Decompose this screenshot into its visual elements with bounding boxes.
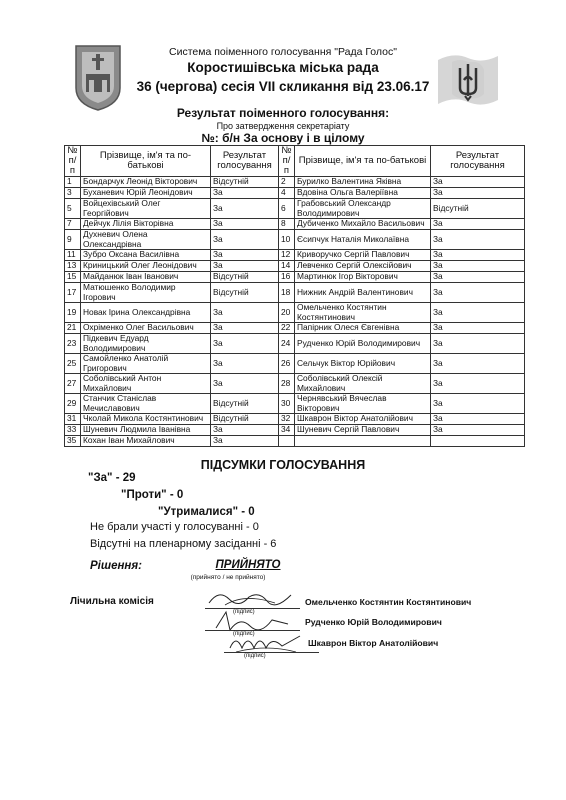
summary-abstained: "Утрималися" - 0: [158, 506, 255, 518]
cell-result: За: [211, 188, 279, 199]
col-header-num: № п/п: [279, 146, 295, 177]
session-title: 36 (чергова) сесія VII скликання від 23.06.17: [136, 79, 430, 94]
cell-num: 2: [279, 177, 295, 188]
cell-name: Вдовіна Ольга Валеріївна: [295, 188, 431, 199]
cell-result: За: [211, 199, 279, 219]
cell-num: 18: [279, 283, 295, 303]
cell-result: За: [431, 230, 525, 250]
col-header-num: № п/п: [65, 146, 81, 177]
signature-hint-3: (підпис): [244, 653, 266, 659]
cell-name: Соболівський Олексій Михайлович: [295, 374, 431, 394]
table-row: [65, 219, 525, 230]
cell-num: 27: [65, 374, 81, 394]
table-row: [65, 261, 525, 272]
cell-result: За: [431, 394, 525, 414]
cell-name: Криворучко Сергій Павлович: [295, 250, 431, 261]
cell-num: 26: [279, 354, 295, 374]
cell-result: Відсутній: [211, 394, 279, 414]
cell-result: За: [431, 188, 525, 199]
cell-result: За: [211, 374, 279, 394]
cell-name: Соболівський Антон Михайлович: [81, 374, 211, 394]
cell-name: Шуневич Сергій Павлович: [295, 425, 431, 436]
summary-not-participated: Не брали участі у голосуванні - 0: [90, 521, 259, 533]
cell-result: За: [211, 250, 279, 261]
cell-num: [279, 436, 295, 447]
cell-num: 6: [279, 199, 295, 219]
cell-result: Відсутній: [211, 414, 279, 425]
cell-result: За: [431, 303, 525, 323]
cell-num: 8: [279, 219, 295, 230]
cell-num: 20: [279, 303, 295, 323]
cell-name: Криницький Олег Леонідович: [81, 261, 211, 272]
system-name: Система поіменного голосування "Рада Голос": [169, 46, 397, 58]
table-row: [65, 354, 525, 374]
cell-result: За: [211, 354, 279, 374]
cell-result: За: [431, 414, 525, 425]
decision-value: ПРИЙНЯТО: [215, 559, 281, 571]
vote-subject: Про затвердження секретаріату: [216, 121, 350, 131]
cell-num: 7: [65, 219, 81, 230]
cell-result: За: [211, 230, 279, 250]
table-row: [65, 334, 525, 354]
cell-result: За: [211, 219, 279, 230]
decision-label: Рішення:: [90, 560, 142, 572]
commission-label: Лічильна комісія: [70, 596, 154, 607]
result-title: Результат поіменного голосування:: [176, 106, 390, 120]
cell-num: 31: [65, 414, 81, 425]
cell-name: Омельченко Костянтин Костянтинович: [295, 303, 431, 323]
cell-result: За: [431, 261, 525, 272]
cell-num: 19: [65, 303, 81, 323]
table-row: [65, 414, 525, 425]
cell-num: 14: [279, 261, 295, 272]
cell-name: Дубиченко Михайло Васильович: [295, 219, 431, 230]
cell-name: Мартинюк Ігор Вікторович: [295, 272, 431, 283]
cell-name: Грабовський Олександр Володимирович: [295, 199, 431, 219]
col-header-name: Прізвище, ім'я та по-батькові: [81, 146, 211, 177]
cell-num: 13: [65, 261, 81, 272]
cell-result: За: [431, 250, 525, 261]
cell-num: 4: [279, 188, 295, 199]
cell-result: [431, 436, 525, 447]
cell-num: 30: [279, 394, 295, 414]
council-name: Коростишівська міська рада: [187, 60, 379, 75]
cell-num: 35: [65, 436, 81, 447]
decision-hint: (прийнято / не прийнято): [190, 574, 266, 581]
cell-num: 34: [279, 425, 295, 436]
cell-name: Бурилко Валентина Яківна: [295, 177, 431, 188]
handwritten-signature-3: [226, 630, 306, 658]
cell-name: Підкевич Едуард Володимирович: [81, 334, 211, 354]
table-row: [65, 394, 525, 414]
cell-name: Папірник Олеся Євгенівна: [295, 323, 431, 334]
commission-member-3: Шкаврон Віктор Анатолійович: [308, 638, 439, 648]
cell-name: Духневич Олена Олександрівна: [81, 230, 211, 250]
table-row: [65, 230, 525, 250]
table-row: [65, 436, 525, 447]
cell-name: Рудченко Юрій Володимирович: [295, 334, 431, 354]
cell-name: Чернявський Вячеслав Вікторович: [295, 394, 431, 414]
cell-num: 16: [279, 272, 295, 283]
cell-name: Охріменко Олег Васильович: [81, 323, 211, 334]
table-row: [65, 374, 525, 394]
cell-num: 10: [279, 230, 295, 250]
cell-result: За: [431, 323, 525, 334]
table-row: [65, 303, 525, 323]
cell-name: [295, 436, 431, 447]
cell-name: Зубро Оксана Василівна: [81, 250, 211, 261]
cell-name: Матюшенко Володимир Ігорович: [81, 283, 211, 303]
cell-result: Відсутній: [211, 283, 279, 303]
cell-num: 29: [65, 394, 81, 414]
col-header-result: Результат голосування: [211, 146, 279, 177]
cell-result: За: [211, 425, 279, 436]
cell-name: Дейчук Лілія Вікторівна: [81, 219, 211, 230]
cell-num: 24: [279, 334, 295, 354]
table-row: [65, 199, 525, 219]
motion-number: №: б/н За основу і в цілому: [201, 131, 365, 145]
table-row: [65, 272, 525, 283]
cell-name: Станчик Станіслав Мечиславович: [81, 394, 211, 414]
cell-result: За: [211, 436, 279, 447]
vote-results-table: [64, 145, 525, 447]
cell-num: 3: [65, 188, 81, 199]
table-row: [65, 323, 525, 334]
signature-hint-2: (підпис): [233, 631, 255, 637]
cell-name: Буханевич Юрій Леонідович: [81, 188, 211, 199]
cell-name: Левченко Сергій Олексійович: [295, 261, 431, 272]
table-row: [65, 283, 525, 303]
table-row: [65, 188, 525, 199]
summary-absent: Відсутні на пленарному засіданні - 6: [90, 538, 277, 550]
cell-result: За: [431, 283, 525, 303]
cell-result: Відсутній: [211, 272, 279, 283]
table-row: [65, 250, 525, 261]
summary-for: "За" - 29: [88, 472, 136, 484]
cell-result: За: [211, 334, 279, 354]
col-header-result: Результат голосування: [431, 146, 525, 177]
cell-num: 22: [279, 323, 295, 334]
cell-result: За: [211, 323, 279, 334]
table-row: [65, 425, 525, 436]
signature-hint-1: (підпис): [233, 609, 255, 615]
summary-against: "Проти" - 0: [121, 489, 184, 501]
cell-num: 33: [65, 425, 81, 436]
cell-num: 1: [65, 177, 81, 188]
cell-name: Новак Ірина Олександрівна: [81, 303, 211, 323]
cell-name: Сельчук Віктор Юрійович: [295, 354, 431, 374]
cell-num: 32: [279, 414, 295, 425]
table-header-row: [65, 146, 525, 177]
cell-name: Бондарчук Леонід Вікторович: [81, 177, 211, 188]
summary-title: ПІДСУМКИ ГОЛОСУВАННЯ: [200, 458, 366, 472]
cell-result: За: [431, 334, 525, 354]
cell-num: 15: [65, 272, 81, 283]
cell-name: Шкаврон Віктор Анатолійович: [295, 414, 431, 425]
cell-result: За: [431, 374, 525, 394]
cell-name: Чколай Микола Костянтинович: [81, 414, 211, 425]
cell-result: Відсутній: [211, 177, 279, 188]
cell-result: За: [431, 219, 525, 230]
cell-result: Відсутній: [431, 199, 525, 219]
cell-num: 21: [65, 323, 81, 334]
cell-num: 25: [65, 354, 81, 374]
cell-num: 12: [279, 250, 295, 261]
cell-result: За: [431, 425, 525, 436]
cell-result: За: [431, 272, 525, 283]
cell-result: За: [211, 303, 279, 323]
cell-result: За: [431, 354, 525, 374]
commission-member-2: Рудченко Юрій Володимирович: [305, 617, 442, 627]
cell-num: 5: [65, 199, 81, 219]
cell-result: За: [431, 177, 525, 188]
table-row: [65, 177, 525, 188]
cell-num: 28: [279, 374, 295, 394]
cell-name: Самойленко Анатолій Григорович: [81, 354, 211, 374]
col-header-name: Прізвище, ім'я та по-батькові: [295, 146, 431, 177]
cell-num: 11: [65, 250, 81, 261]
cell-num: 23: [65, 334, 81, 354]
cell-result: За: [211, 261, 279, 272]
cell-name: Кохан Іван Михайлович: [81, 436, 211, 447]
cell-num: 9: [65, 230, 81, 250]
signature-line-3: [224, 652, 319, 653]
cell-name: Шуневич Людмила Іванівна: [81, 425, 211, 436]
cell-name: Войцехівський Олег Георгійович: [81, 199, 211, 219]
cell-name: Нижник Андрій Валентинович: [295, 283, 431, 303]
cell-name: Єсипчук Наталія Миколаївна: [295, 230, 431, 250]
commission-member-1: Омельченко Костянтин Костянтинович: [305, 597, 472, 607]
cell-name: Майданюк Іван Іванович: [81, 272, 211, 283]
cell-num: 17: [65, 283, 81, 303]
